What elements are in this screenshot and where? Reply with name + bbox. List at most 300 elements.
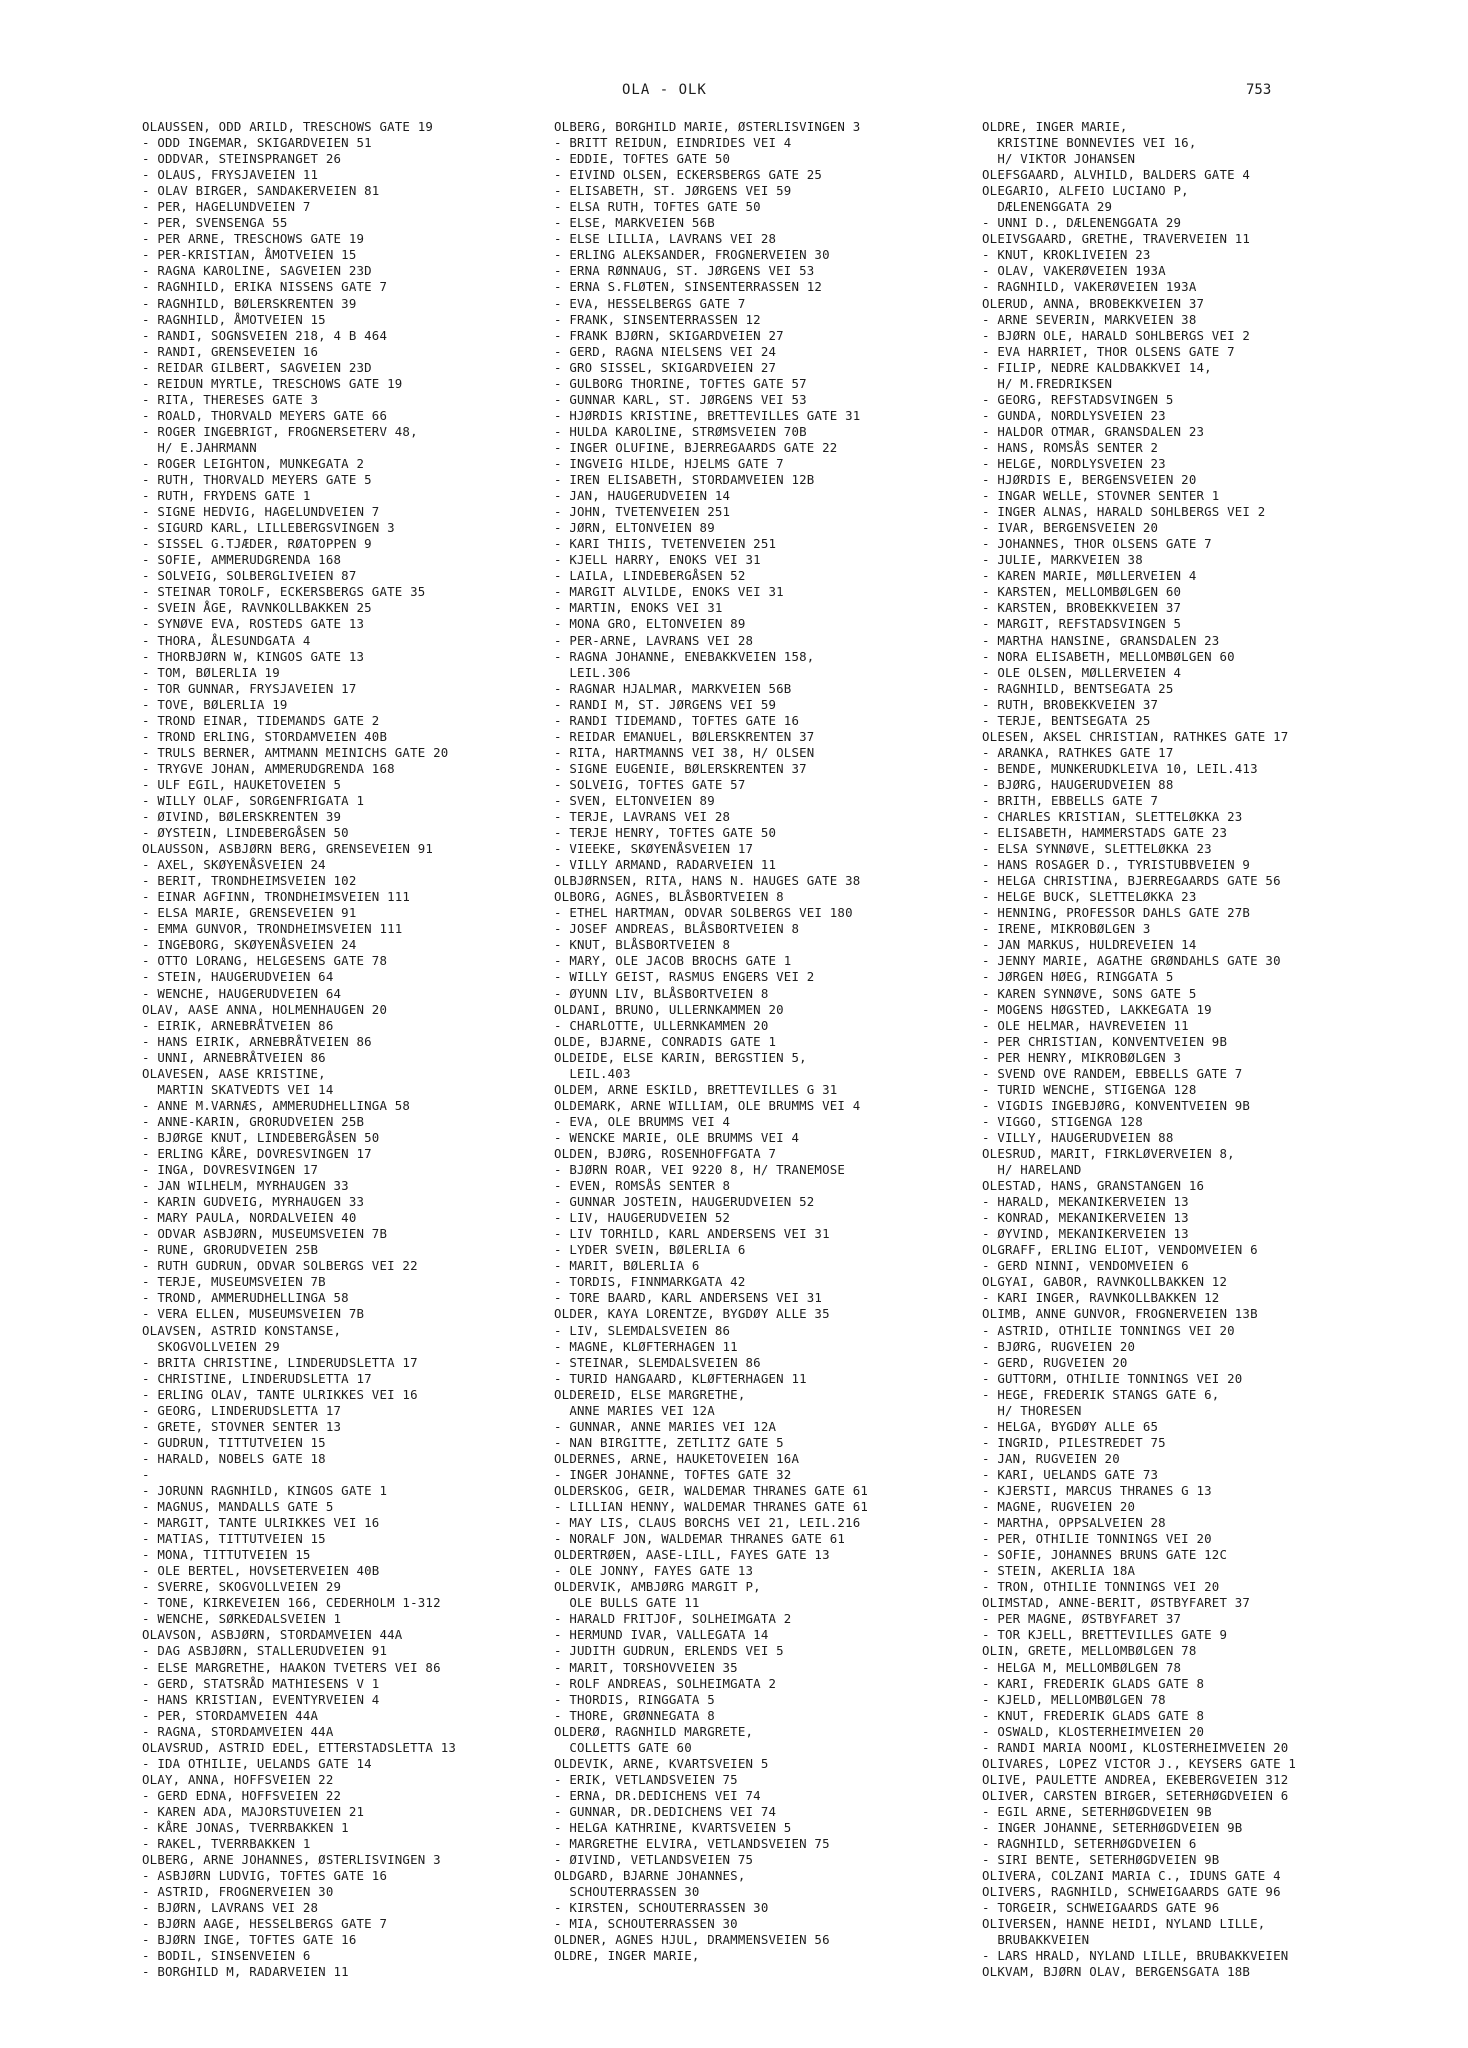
- directory-entry: - SYNØVE EVA, ROSTEDS GATE 13: [142, 616, 365, 632]
- directory-entry: DÆLENENGGATA 29: [982, 199, 1113, 215]
- directory-entry: - INGER OLUFINE, BJERREGAARDS GATE 22: [554, 439, 838, 455]
- directory-entry: H/ M.FREDRIKSEN: [982, 375, 1113, 391]
- directory-entry: OLDER, KAYA LORENTZE, BYGDØY ALLE 35: [554, 1306, 830, 1322]
- directory-entry: - ELSA MARIE, GRENSEVEIEN 91: [142, 905, 357, 921]
- directory-entry: - FRANK BJØRN, SKIGARDVEIEN 27: [554, 327, 784, 343]
- directory-entry: - RANDI TIDEMAND, TOFTES GATE 16: [554, 712, 800, 728]
- directory-entry: - GUNNAR, ANNE MARIES VEI 12A: [554, 1418, 777, 1434]
- directory-entry: OLEIVSGAARD, GRETHE, TRAVERVEIEN 11: [982, 231, 1251, 247]
- directory-entry: - TROND EINAR, TIDEMANDS GATE 2: [142, 712, 380, 728]
- directory-entry: - GUTTORM, OTHILIE TONNINGS VEI 20: [982, 1370, 1243, 1386]
- directory-entry: OLGYAI, GABOR, RAVNKOLLBAKKEN 12: [982, 1274, 1228, 1290]
- directory-entry: - STEIN, AKERLIA 18A: [982, 1563, 1136, 1579]
- directory-entry: - THORDIS, RINGGATA 5: [554, 1691, 715, 1707]
- directory-entry: - IREN ELISABETH, STORDAMVEIEN 12B: [554, 472, 815, 488]
- directory-entry: - WENCKE MARIE, OLE BRUMMS VEI 4: [554, 1129, 800, 1145]
- directory-entry: - VIEEKE, SKØYENÅSVEIEN 17: [554, 841, 754, 857]
- directory-entry: - THORA, ÅLESUNDGATA 4: [142, 632, 311, 648]
- directory-entry: - TROND, AMMERUDHELLINGA 58: [142, 1290, 349, 1306]
- directory-entry: - BRITH, EBBELLS GATE 7: [982, 792, 1159, 808]
- directory-entry: - PER, STORDAMVEIEN 44A: [142, 1707, 319, 1723]
- directory-entry: - RUTH, THORVALD MEYERS GATE 5: [142, 472, 372, 488]
- directory-entry: - KAREN ADA, MAJORSTUVEIEN 21: [142, 1803, 365, 1819]
- directory-entry: OLDEMARK, ARNE WILLIAM, OLE BRUMMS VEI 4: [554, 1097, 861, 1113]
- directory-entry: - KJELL HARRY, ENOKS VEI 31: [554, 552, 761, 568]
- directory-entry: - WILLY OLAF, SORGENFRIGATA 1: [142, 792, 365, 808]
- directory-entry: - BJØRN OLE, HARALD SOHLBERGS VEI 2: [982, 327, 1251, 343]
- directory-entry: BRUBAKKVEIEN: [982, 1932, 1090, 1948]
- directory-entry: OLERUD, ANNA, BROBEKKVEIEN 37: [982, 295, 1205, 311]
- directory-entry: - VIGGO, STIGENGA 128: [982, 1113, 1143, 1129]
- directory-entry: - HJØRDIS KRISTINE, BRETTEVILLES GATE 31: [554, 407, 861, 423]
- directory-entry: - TONE, KIRKEVEIEN 166, CEDERHOLM 1-312: [142, 1595, 441, 1611]
- directory-entry: - ASTRID, OTHILIE TONNINGS VEI 20: [982, 1322, 1235, 1338]
- directory-entry: OLDRE, INGER MARIE,: [982, 119, 1128, 134]
- directory-entry: - LIV, SLEMDALSVEIEN 86: [554, 1322, 731, 1338]
- directory-entry: - IDA OTHILIE, UELANDS GATE 14: [142, 1755, 372, 1771]
- directory-entry: - STEINAR, SLEMDALSVEIEN 86: [554, 1354, 761, 1370]
- directory-entry: - VIGDIS INGEBJØRG, KONVENTVEIEN 9B: [982, 1097, 1251, 1113]
- directory-entry: OLDE, BJARNE, CONRADIS GATE 1: [554, 1033, 777, 1049]
- directory-entry: - TURID WENCHE, STIGENGA 128: [982, 1081, 1197, 1097]
- directory-entry: - TERJE HENRY, TOFTES GATE 50: [554, 825, 777, 841]
- directory-entry: - KONRAD, MEKANIKERVEIEN 13: [982, 1210, 1189, 1226]
- directory-entry: OLAVSEN, ASTRID KONSTANSE,: [142, 1322, 342, 1338]
- directory-entry: - KARI, FREDERIK GLADS GATE 8: [982, 1675, 1205, 1691]
- directory-entry: - KARIN GUDVEIG, MYRHAUGEN 33: [142, 1194, 365, 1210]
- directory-entry: - RANDI M, ST. JØRGENS VEI 59: [554, 696, 777, 712]
- page-header: [0, 82, 1468, 106]
- directory-entry: - EMMA GUNVOR, TRONDHEIMSVEIEN 111: [142, 921, 403, 937]
- directory-entry: - ARNE SEVERIN, MARKVEIEN 38: [982, 311, 1197, 327]
- directory-entry: OLAVSRUD, ASTRID EDEL, ETTERSTADSLETTA 13: [142, 1739, 457, 1755]
- directory-entry: - ASTRID, FROGNERVEIEN 30: [142, 1884, 334, 1900]
- directory-entry: - INGVEIG HILDE, HJELMS GATE 7: [554, 455, 784, 471]
- directory-entry: - EVA HARRIET, THOR OLSENS GATE 7: [982, 343, 1235, 359]
- directory-entry: - BJØRGE KNUT, LINDEBERGÅSEN 50: [142, 1129, 380, 1145]
- directory-entry: OLDEREID, ELSE MARGRETHE,: [554, 1386, 746, 1402]
- directory-entry: OLE BULLS GATE 11: [554, 1595, 700, 1611]
- directory-entry: - WENCHE, SØRKEDALSVEIEN 1: [142, 1611, 342, 1627]
- directory-entry: OLDGARD, BJARNE JOHANNES,: [554, 1868, 746, 1884]
- directory-entry: - KJERSTI, MARCUS THRANES G 13: [982, 1482, 1212, 1498]
- directory-entry: - STEIN, HAUGERUDVEIEN 64: [142, 969, 334, 985]
- directory-entry: OLBORG, AGNES, BLÅSBORTVEIEN 8: [554, 889, 784, 905]
- directory-entry: - INGER JOHANNE, TOFTES GATE 32: [554, 1466, 792, 1482]
- directory-entry: - ELSE MARGRETHE, HAAKON TVETERS VEI 86: [142, 1659, 441, 1675]
- directory-entry: - BJØRG, RUGVEIEN 20: [982, 1338, 1136, 1354]
- directory-entry: - SIRI BENTE, SETERHØGDVEIEN 9B: [982, 1852, 1220, 1868]
- directory-entry: - EDDIE, TOFTES GATE 50: [554, 151, 731, 167]
- directory-entry: - SOLVEIG, TOFTES GATE 57: [554, 776, 746, 792]
- directory-entry: - NORALF JON, WALDEMAR THRANES GATE 61: [554, 1531, 846, 1547]
- directory-entry: - ERLING KÅRE, DOVRESVINGEN 17: [142, 1146, 372, 1161]
- directory-entry: - JAN, RUGVEIEN 20: [982, 1450, 1120, 1466]
- directory-entry: - RAGNA, STORDAMVEIEN 44A: [142, 1723, 334, 1739]
- directory-entry: - MAGNE, RUGVEIEN 20: [982, 1499, 1136, 1515]
- directory-entry: - SOFIE, JOHANNES BRUNS GATE 12C: [982, 1547, 1228, 1563]
- directory-entry: - TOR KJELL, BRETTEVILLES GATE 9: [982, 1627, 1228, 1643]
- directory-entry: OLIVERS, RAGNHILD, SCHWEIGAARDS GATE 96: [982, 1884, 1281, 1900]
- directory-entry: - FILIP, NEDRE KALDBAKKVEI 14,: [982, 359, 1212, 375]
- directory-entry: - EVA, OLE BRUMMS VEI 4: [554, 1113, 731, 1129]
- directory-entry: - LAILA, LINDEBERGÅSEN 52: [554, 568, 746, 584]
- directory-entry: - BRITA CHRISTINE, LINDERUDSLETTA 17: [142, 1354, 418, 1370]
- directory-entry: - JAN MARKUS, HULDREVEIEN 14: [982, 937, 1197, 953]
- directory-entry: - RAGNHILD, ERIKA NISSENS GATE 7: [142, 279, 388, 295]
- directory-entry: - JAN, HAUGERUDVEIEN 14: [554, 488, 731, 504]
- directory-entry: - STEINAR TOROLF, ECKERSBERGS GATE 35: [142, 584, 426, 600]
- directory-entry: - BRITT REIDUN, EINDRIDES VEI 4: [554, 135, 792, 151]
- directory-entry: - PER, OTHILIE TONNINGS VEI 20: [982, 1531, 1212, 1547]
- directory-entry: OLDERSKOG, GEIR, WALDEMAR THRANES GATE 61: [554, 1482, 869, 1498]
- directory-entry: OLGRAFF, ERLING ELIOT, VENDOMVEIEN 6: [982, 1242, 1258, 1258]
- directory-entry: - NORA ELISABETH, MELLOMBØLGEN 60: [982, 648, 1235, 664]
- directory-entry: - GRETE, STOVNER SENTER 13: [142, 1418, 342, 1434]
- directory-entry: - GRO SISSEL, SKIGARDVEIEN 27: [554, 359, 777, 375]
- directory-entry: - EGIL ARNE, SETERHØGDVEIEN 9B: [982, 1803, 1212, 1819]
- directory-entry: - ERNA, DR.DEDICHENS VEI 74: [554, 1787, 761, 1803]
- directory-entry: - PER ARNE, TRESCHOWS GATE 19: [142, 231, 365, 247]
- directory-entry: - KJELD, MELLOMBØLGEN 78: [982, 1691, 1166, 1707]
- directory-entry: OLIVARES, LOPEZ VICTOR J., KEYSERS GATE 1: [982, 1755, 1297, 1771]
- directory-entry: - RAGNA KAROLINE, SAGVEIEN 23D: [142, 263, 372, 279]
- directory-entry: OLAVSON, ASBJØRN, STORDAMVEIEN 44A: [142, 1627, 403, 1643]
- directory-entry: - INGER JOHANNE, SETERHØGDVEIEN 9B: [982, 1819, 1243, 1835]
- directory-entry: OLAY, ANNA, HOFFSVEIEN 22: [142, 1771, 334, 1787]
- directory-entry: - ELSE LILLIA, LAVRANS VEI 28: [554, 231, 777, 247]
- directory-entry: - ARANKA, RATHKES GATE 17: [982, 744, 1174, 760]
- directory-entry: SCHOUTERRASSEN 30: [554, 1884, 700, 1900]
- directory-entry: - MAY LIS, CLAUS BORCHS VEI 21, LEIL.216: [554, 1515, 861, 1531]
- directory-entry: - GEORG, LINDERUDSLETTA 17: [142, 1402, 342, 1418]
- directory-entry: OLDERØ, RAGNHILD MARGRETE,: [554, 1723, 754, 1739]
- directory-entry: - TRON, OTHILIE TONNINGS VEI 20: [982, 1579, 1220, 1595]
- directory-entry: OLDRE, INGER MARIE,: [554, 1948, 700, 1964]
- directory-entry: - RANDI MARIA NOOMI, KLOSTERHEIMVEIEN 20: [982, 1739, 1289, 1755]
- directory-entry: KRISTINE BONNEVIES VEI 16,: [982, 135, 1197, 151]
- directory-entry: - TERJE, MUSEUMSVEIEN 7B: [142, 1274, 326, 1290]
- directory-entry: OLIN, GRETE, MELLOMBØLGEN 78: [982, 1643, 1197, 1659]
- directory-entry: - GUNDA, NORDLYSVEIEN 23: [982, 407, 1166, 423]
- directory-entry: - CHRISTINE, LINDERUDSLETTA 17: [142, 1370, 372, 1386]
- directory-entry: COLLETTS GATE 60: [554, 1739, 692, 1755]
- directory-entry: - LIV TORHILD, KARL ANDERSENS VEI 31: [554, 1226, 830, 1242]
- directory-entry: - VILLY ARMAND, RADARVEIEN 11: [554, 857, 777, 873]
- directory-entry: - RAGNHILD, VAKERØVEIEN 193A: [982, 279, 1197, 295]
- directory-entry: - TORGEIR, SCHWEIGAARDS GATE 96: [982, 1900, 1220, 1916]
- directory-entry: - JØRGEN HØEG, RINGGATA 5: [982, 969, 1174, 985]
- directory-entry: - CHARLOTTE, ULLERNKAMMEN 20: [554, 1017, 769, 1033]
- directory-entry: - OLE BERTEL, HOVSETERVEIEN 40B: [142, 1563, 380, 1579]
- directory-entry: - MARIT, BØLERLIA 6: [554, 1258, 700, 1274]
- directory-entry: - HENNING, PROFESSOR DAHLS GATE 27B: [982, 905, 1251, 921]
- directory-entry: - KARI INGER, RAVNKOLLBAKKEN 12: [982, 1290, 1220, 1306]
- directory-entry: - MOGENS HØGSTED, LAKKEGATA 19: [982, 1001, 1212, 1017]
- directory-entry: - HARALD FRITJOF, SOLHEIMGATA 2: [554, 1611, 792, 1627]
- directory-entry: - BJØRN ROAR, VEI 9220 8, H/ TRANEMOSE: [554, 1162, 846, 1178]
- directory-entry: - TROND ERLING, STORDAMVEIEN 40B: [142, 728, 388, 744]
- directory-entry: - ROGER INGEBRIGT, FROGNERSETERV 48,: [142, 423, 418, 439]
- directory-entry: - HELGA CHRISTINA, BJERREGAARDS GATE 56: [982, 873, 1281, 889]
- directory-entry: - HANS ROSAGER D., TYRISTUBBVEIEN 9: [982, 857, 1251, 873]
- directory-entry: - BODIL, SINSENVEIEN 6: [142, 1948, 311, 1964]
- directory-entry: OLIMSTAD, ANNE-BERIT, ØSTBYFARET 37: [982, 1595, 1251, 1611]
- directory-entry: - RUTH, BROBEKKVEIEN 37: [982, 696, 1159, 712]
- directory-entry: - KNUT, FREDERIK GLADS GATE 8: [982, 1707, 1205, 1723]
- directory-entry: - SVEND OVE RANDEM, EBBELLS GATE 7: [982, 1065, 1243, 1081]
- directory-entry: OLEGARIO, ALFEIO LUCIANO P,: [982, 183, 1189, 199]
- directory-entry: - VERA ELLEN, MUSEUMSVEIEN 7B: [142, 1306, 365, 1322]
- directory-entry: - JULIE, MARKVEIEN 38: [982, 552, 1143, 568]
- directory-entry: - IVAR, BERGENSVEIEN 20: [982, 520, 1159, 536]
- directory-entry: OLIMB, ANNE GUNVOR, FROGNERVEIEN 13B: [982, 1306, 1258, 1322]
- directory-entry: OLDANI, BRUNO, ULLERNKAMMEN 20: [554, 1001, 784, 1017]
- directory-entry: OLDERVIK, AMBJØRG MARGIT P,: [554, 1579, 761, 1595]
- directory-entry: - EINAR AGFINN, TRONDHEIMSVEIEN 111: [142, 889, 411, 905]
- directory-entry: OLAUSSON, ASBJØRN BERG, GRENSEVEIEN 91: [142, 841, 434, 857]
- directory-entry: - EIVIND OLSEN, ECKERSBERGS GATE 25: [554, 167, 823, 183]
- directory-entry: OLDEVIK, ARNE, KVARTSVEIEN 5: [554, 1755, 769, 1771]
- directory-entry: - BORGHILD M, RADARVEIEN 11: [142, 1964, 349, 1980]
- directory-entry: - KARI, UELANDS GATE 73: [982, 1466, 1159, 1482]
- page-number: 753: [1246, 82, 1272, 98]
- directory-entry: - BJØRN AAGE, HESSELBERGS GATE 7: [142, 1916, 388, 1932]
- directory-entry: - OLE OLSEN, MØLLERVEIEN 4: [982, 664, 1182, 680]
- directory-entry: - HARALD, NOBELS GATE 18: [142, 1450, 326, 1466]
- directory-entry: - GUNNAR KARL, ST. JØRGENS VEI 53: [554, 391, 807, 407]
- directory-entry: - HARALD, MEKANIKERVEIEN 13: [982, 1194, 1189, 1210]
- directory-entry: - AXEL, SKØYENÅSVEIEN 24: [142, 857, 326, 873]
- directory-entry: - TORDIS, FINNMARKGATA 42: [554, 1274, 746, 1290]
- directory-entry: OLBERG, BORGHILD MARIE, ØSTERLISVINGEN 3: [554, 119, 861, 134]
- directory-entry: - OLAV, VAKERØVEIEN 193A: [982, 263, 1166, 279]
- directory-entry: - JUDITH GUDRUN, ERLENDS VEI 5: [554, 1643, 784, 1659]
- directory-entry: - PER MAGNE, ØSTBYFARET 37: [982, 1611, 1182, 1627]
- directory-entry: - RAGNHILD, BØLERSKRENTEN 39: [142, 295, 357, 311]
- directory-entry: - ØYVIND, MEKANIKERVEIEN 13: [982, 1226, 1189, 1242]
- directory-entry: - RANDI, GRENSEVEIEN 16: [142, 343, 319, 359]
- directory-entry: - MARGRETHE ELVIRA, VETLANDSVEIEN 75: [554, 1836, 830, 1852]
- directory-entry: - ODDVAR, STEINSPRANGET 26: [142, 151, 342, 167]
- directory-entry: - MONA GRO, ELTONVEIEN 89: [554, 616, 746, 632]
- directory-entry: - RUTH GUDRUN, ODVAR SOLBERGS VEI 22: [142, 1258, 418, 1274]
- directory-entry: - GUNNAR JOSTEIN, HAUGERUDVEIEN 52: [554, 1194, 815, 1210]
- directory-entry: - RITA, THERESES GATE 3: [142, 391, 319, 407]
- directory-entry: H/ E.JAHRMANN: [142, 439, 257, 455]
- directory-entry: OLESTAD, HANS, GRANSTANGEN 16: [982, 1178, 1205, 1194]
- directory-entry: - GERD NINNI, VENDOMVEIEN 6: [982, 1258, 1189, 1274]
- directory-entry: - MONA, TITTUTVEIEN 15: [142, 1547, 311, 1563]
- directory-entry: - RANDI, SOGNSVEIEN 218, 4 B 464: [142, 327, 388, 343]
- directory-entry: - LYDER SVEIN, BØLERLIA 6: [554, 1242, 746, 1258]
- directory-entry: OLDNER, AGNES HJUL, DRAMMENSVEIEN 56: [554, 1932, 830, 1948]
- directory-entry: - OTTO LORANG, HELGESENS GATE 78: [142, 953, 388, 969]
- directory-entry: - OLAV BIRGER, SANDAKERVEIEN 81: [142, 183, 380, 199]
- directory-entry: - SIGURD KARL, LILLEBERGSVINGEN 3: [142, 520, 395, 536]
- directory-entry: - KARSTEN, BROBEKKVEIEN 37: [982, 600, 1182, 616]
- directory-entry: - SIGNE EUGENIE, BØLERSKRENTEN 37: [554, 760, 807, 776]
- directory-entry: - ELISABETH, ST. JØRGENS VEI 59: [554, 183, 792, 199]
- directory-entry: - ANNE M.VARNÆS, AMMERUDHELLINGA 58: [142, 1097, 411, 1113]
- directory-entry: OLDEIDE, ELSE KARIN, BERGSTIEN 5,: [554, 1049, 807, 1065]
- directory-entry: - TORE BAARD, KARL ANDERSENS VEI 31: [554, 1290, 823, 1306]
- directory-entry: - ØIVIND, BØLERSKRENTEN 39: [142, 809, 342, 825]
- header-title: OLA - OLK: [622, 82, 707, 98]
- directory-entry: - SOLVEIG, SOLBERGLIVEIEN 87: [142, 568, 357, 584]
- directory-entry: ANNE MARIES VEI 12A: [554, 1402, 715, 1418]
- directory-entry: - GEORG, REFSTADSVINGEN 5: [982, 391, 1174, 407]
- directory-entry: - LIV, HAUGERUDVEIEN 52: [554, 1210, 731, 1226]
- directory-entry: OLAVESEN, AASE KRISTINE,: [142, 1065, 326, 1081]
- directory-entry: - EVA, HESSELBERGS GATE 7: [554, 295, 746, 311]
- directory-entry: OLIVERSEN, HANNE HEIDI, NYLAND LILLE,: [982, 1916, 1266, 1932]
- directory-entry: OLAV, AASE ANNA, HOLMENHAUGEN 20: [142, 1001, 388, 1017]
- directory-entry: OLESRUD, MARIT, FIRKLØVERVEIEN 8,: [982, 1146, 1235, 1161]
- directory-entry: - OLE HELMAR, HAVREVEIEN 11: [982, 1017, 1189, 1033]
- directory-entry: - MARTHA, OPPSALVEIEN 28: [982, 1515, 1166, 1531]
- directory-entry: OLIVERA, COLZANI MARIA C., IDUNS GATE 4: [982, 1868, 1281, 1884]
- directory-entry: LEIL.306: [554, 664, 631, 680]
- directory-entry: SKOGVOLLVEIEN 29: [142, 1338, 280, 1354]
- directory-entry: - MARGIT, REFSTADSVINGEN 5: [982, 616, 1182, 632]
- directory-entry: - TERJE, BENTSEGATA 25: [982, 712, 1151, 728]
- directory-entry: - VILLY, HAUGERUDVEIEN 88: [982, 1129, 1174, 1145]
- directory-entry: - MARY, OLE JACOB BROCHS GATE 1: [554, 953, 792, 969]
- directory-entry: - TOVE, BØLERLIA 19: [142, 696, 288, 712]
- directory-entry: - MAGNE, KLØFTERHAGEN 11: [554, 1338, 738, 1354]
- directory-entry: - ERNA RØNNAUG, ST. JØRGENS VEI 53: [554, 263, 815, 279]
- directory-entry: - PER CHRISTIAN, KONVENTVEIEN 9B: [982, 1033, 1228, 1049]
- directory-entry: - SOFIE, AMMERUDGRENDA 168: [142, 552, 342, 568]
- directory-entry: MARTIN SKATVEDTS VEI 14: [142, 1081, 334, 1097]
- directory-entry: - ULF EGIL, HAUKETOVEIEN 5: [142, 776, 342, 792]
- directory-entry: OLEFSGAARD, ALVHILD, BALDERS GATE 4: [982, 167, 1251, 183]
- directory-entry: - PER HENRY, MIKROBØLGEN 3: [982, 1049, 1182, 1065]
- directory-entry: OLIVER, CARSTEN BIRGER, SETERHØGDVEIEN 6: [982, 1787, 1289, 1803]
- directory-entry: - JENNY MARIE, AGATHE GRØNDAHLS GATE 30: [982, 953, 1281, 969]
- directory-entry: - ROLF ANDREAS, SOLHEIMGATA 2: [554, 1675, 777, 1691]
- directory-entry: - HANS KRISTIAN, EVENTYRVEIEN 4: [142, 1691, 380, 1707]
- directory-entry: - GERD EDNA, HOFFSVEIEN 22: [142, 1787, 342, 1803]
- directory-entry: OLAUSSEN, ODD ARILD, TRESCHOWS GATE 19: [142, 119, 434, 134]
- directory-entry: - HELGE, NORDLYSVEIEN 23: [982, 455, 1166, 471]
- directory-entry: - ELSA SYNNØVE, SLETTELØKKA 23: [982, 841, 1212, 857]
- directory-entry: H/ THORESEN: [982, 1402, 1082, 1418]
- directory-entry: - MAGNUS, MANDALLS GATE 5: [142, 1499, 334, 1515]
- directory-entry: - MARGIT ALVILDE, ENOKS VEI 31: [554, 584, 784, 600]
- directory-entry: - ELISABETH, HAMMERSTADS GATE 23: [982, 825, 1228, 841]
- directory-entry: - JOHANNES, THOR OLSENS GATE 7: [982, 536, 1212, 552]
- directory-entry: - INGRID, PILESTREDET 75: [982, 1434, 1166, 1450]
- directory-entry: - REIDAR EMANUEL, BØLERSKRENTEN 37: [554, 728, 815, 744]
- directory-entry: - THORBJØRN W, KINGOS GATE 13: [142, 648, 365, 664]
- directory-entry: OLBERG, ARNE JOHANNES, ØSTERLISVINGEN 3: [142, 1852, 441, 1868]
- directory-entry: - ØYSTEIN, LINDEBERGÅSEN 50: [142, 825, 349, 841]
- directory-entry: - WILLY GEIST, RASMUS ENGERS VEI 2: [554, 969, 815, 985]
- directory-entry: - TOR GUNNAR, FRYSJAVEIEN 17: [142, 680, 357, 696]
- column-2: [554, 119, 974, 1964]
- directory-entry: - INGEBORG, SKØYENÅSVEIEN 24: [142, 937, 357, 953]
- directory-entry: - RAGNHILD, ÅMOTVEIEN 15: [142, 311, 326, 327]
- directory-entry: - ØIVIND, VETLANDSVEIEN 75: [554, 1852, 754, 1868]
- directory-entry: - KIRSTEN, SCHOUTERRASSEN 30: [554, 1900, 769, 1916]
- directory-entry: - ERIK, VETLANDSVEIEN 75: [554, 1771, 738, 1787]
- directory-entry: - BJØRN INGE, TOFTES GATE 16: [142, 1932, 357, 1948]
- directory-entry: - HELGA, BYGDØY ALLE 65: [982, 1418, 1159, 1434]
- directory-entry: - SVERRE, SKOGVOLLVEIEN 29: [142, 1579, 342, 1595]
- directory-entry: OLDEM, ARNE ESKILD, BRETTEVILLES G 31: [554, 1081, 838, 1097]
- directory-entry: - LILLIAN HENNY, WALDEMAR THRANES GATE 61: [554, 1499, 869, 1515]
- directory-entry: OLDERNES, ARNE, HAUKETOVEIEN 16A: [554, 1450, 800, 1466]
- directory-entry: - JOHN, TVETENVEIEN 251: [554, 504, 731, 520]
- directory-entry: - ERLING OLAV, TANTE ULRIKKES VEI 16: [142, 1386, 418, 1402]
- directory-entry: - MARIT, TORSHOVVEIEN 35: [554, 1659, 738, 1675]
- column-3: [982, 119, 1402, 1980]
- directory-entry: - IRENE, MIKROBØLGEN 3: [982, 921, 1151, 937]
- directory-entry: - NAN BIRGITTE, ZETLITZ GATE 5: [554, 1434, 784, 1450]
- directory-entry: - ANNE-KARIN, GRORUDVEIEN 25B: [142, 1113, 365, 1129]
- directory-entry: H/ HARELAND: [982, 1162, 1082, 1178]
- directory-entry: - EIRIK, ARNEBRÅTVEIEN 86: [142, 1017, 334, 1033]
- directory-entry: - GUNNAR, DR.DEDICHENS VEI 74: [554, 1803, 777, 1819]
- directory-entry: - OLE JONNY, FAYES GATE 13: [554, 1563, 754, 1579]
- directory-entry: - RAGNHILD, BENTSEGATA 25: [982, 680, 1174, 696]
- directory-entry: - MARTHA HANSINE, GRANSDALEN 23: [982, 632, 1220, 648]
- directory-entry: - RAGNHILD, SETERHØGDVEIEN 6: [982, 1836, 1197, 1852]
- directory-entry: - HELGA M, MELLOMBØLGEN 78: [982, 1659, 1182, 1675]
- directory-entry: - ROGER LEIGHTON, MUNKEGATA 2: [142, 455, 365, 471]
- directory-entry: - HULDA KAROLINE, STRØMSVEIEN 70B: [554, 423, 807, 439]
- directory-entry: - TERJE, LAVRANS VEI 28: [554, 809, 731, 825]
- directory-entry: - MARY PAULA, NORDALVEIEN 40: [142, 1210, 357, 1226]
- directory-entry: - HELGA KATHRINE, KVARTSVEIEN 5: [554, 1819, 792, 1835]
- directory-entry: OLKVAM, BJØRN OLAV, BERGENSGATA 18B: [982, 1964, 1251, 1980]
- directory-entry: - ASBJØRN LUDVIG, TOFTES GATE 16: [142, 1868, 388, 1884]
- directory-entry: - DAG ASBJØRN, STALLERUDVEIEN 91: [142, 1643, 388, 1659]
- directory-entry: - EVEN, ROMSÅS SENTER 8: [554, 1178, 731, 1194]
- directory-entry: -: [142, 1466, 150, 1482]
- directory-entry: - HJØRDIS E, BERGENSVEIEN 20: [982, 472, 1197, 488]
- directory-entry: LEIL.403: [554, 1065, 631, 1081]
- directory-entry: - ELSA RUTH, TOFTES GATE 50: [554, 199, 761, 215]
- directory-entry: OLBJØRNSEN, RITA, HANS N. HAUGES GATE 38: [554, 873, 861, 889]
- directory-entry: - PER-ARNE, LAVRANS VEI 28: [554, 632, 754, 648]
- directory-entry: - MARGIT, TANTE ULRIKKES VEI 16: [142, 1515, 380, 1531]
- directory-entry: - JØRN, ELTONVEIEN 89: [554, 520, 715, 536]
- directory-entry: - ROALD, THORVALD MEYERS GATE 66: [142, 407, 388, 423]
- directory-entry: - KAREN MARIE, MØLLERVEIEN 4: [982, 568, 1197, 584]
- directory-entry: - UNNI D., DÆLENENGGATA 29: [982, 215, 1182, 231]
- directory-entry: - REIDAR GILBERT, SAGVEIEN 23D: [142, 359, 372, 375]
- directory-entry: - KARI THIIS, TVETENVEIEN 251: [554, 536, 777, 552]
- directory-entry: - RUTH, FRYDENS GATE 1: [142, 488, 311, 504]
- directory-entry: - GULBORG THORINE, TOFTES GATE 57: [554, 375, 807, 391]
- directory-entry: - HALDOR OTMAR, GRANSDALEN 23: [982, 423, 1205, 439]
- directory-entry: - HERMUND IVAR, VALLEGATA 14: [554, 1627, 769, 1643]
- directory-entry: - SIGNE HEDVIG, HAGELUNDVEIEN 7: [142, 504, 380, 520]
- directory-entry: - HANS EIRIK, ARNEBRÅTVEIEN 86: [142, 1033, 372, 1049]
- directory-entry: - INGER ALNAS, HARALD SOHLBERGS VEI 2: [982, 504, 1266, 520]
- directory-entry: - MARTIN, ENOKS VEI 31: [554, 600, 723, 616]
- directory-entry: - JOSEF ANDREAS, BLÅSBORTVEIEN 8: [554, 921, 800, 937]
- directory-entry: - BJØRG, HAUGERUDVEIEN 88: [982, 776, 1174, 792]
- directory-entry: - CHARLES KRISTIAN, SLETTELØKKA 23: [982, 809, 1243, 825]
- directory-entry: - RUNE, GRORUDVEIEN 25B: [142, 1242, 319, 1258]
- directory-entry: - HANS, ROMSÅS SENTER 2: [982, 439, 1159, 455]
- column-1: [142, 119, 542, 1980]
- directory-entry: - RAGNAR HJALMAR, MARKVEIEN 56B: [554, 680, 792, 696]
